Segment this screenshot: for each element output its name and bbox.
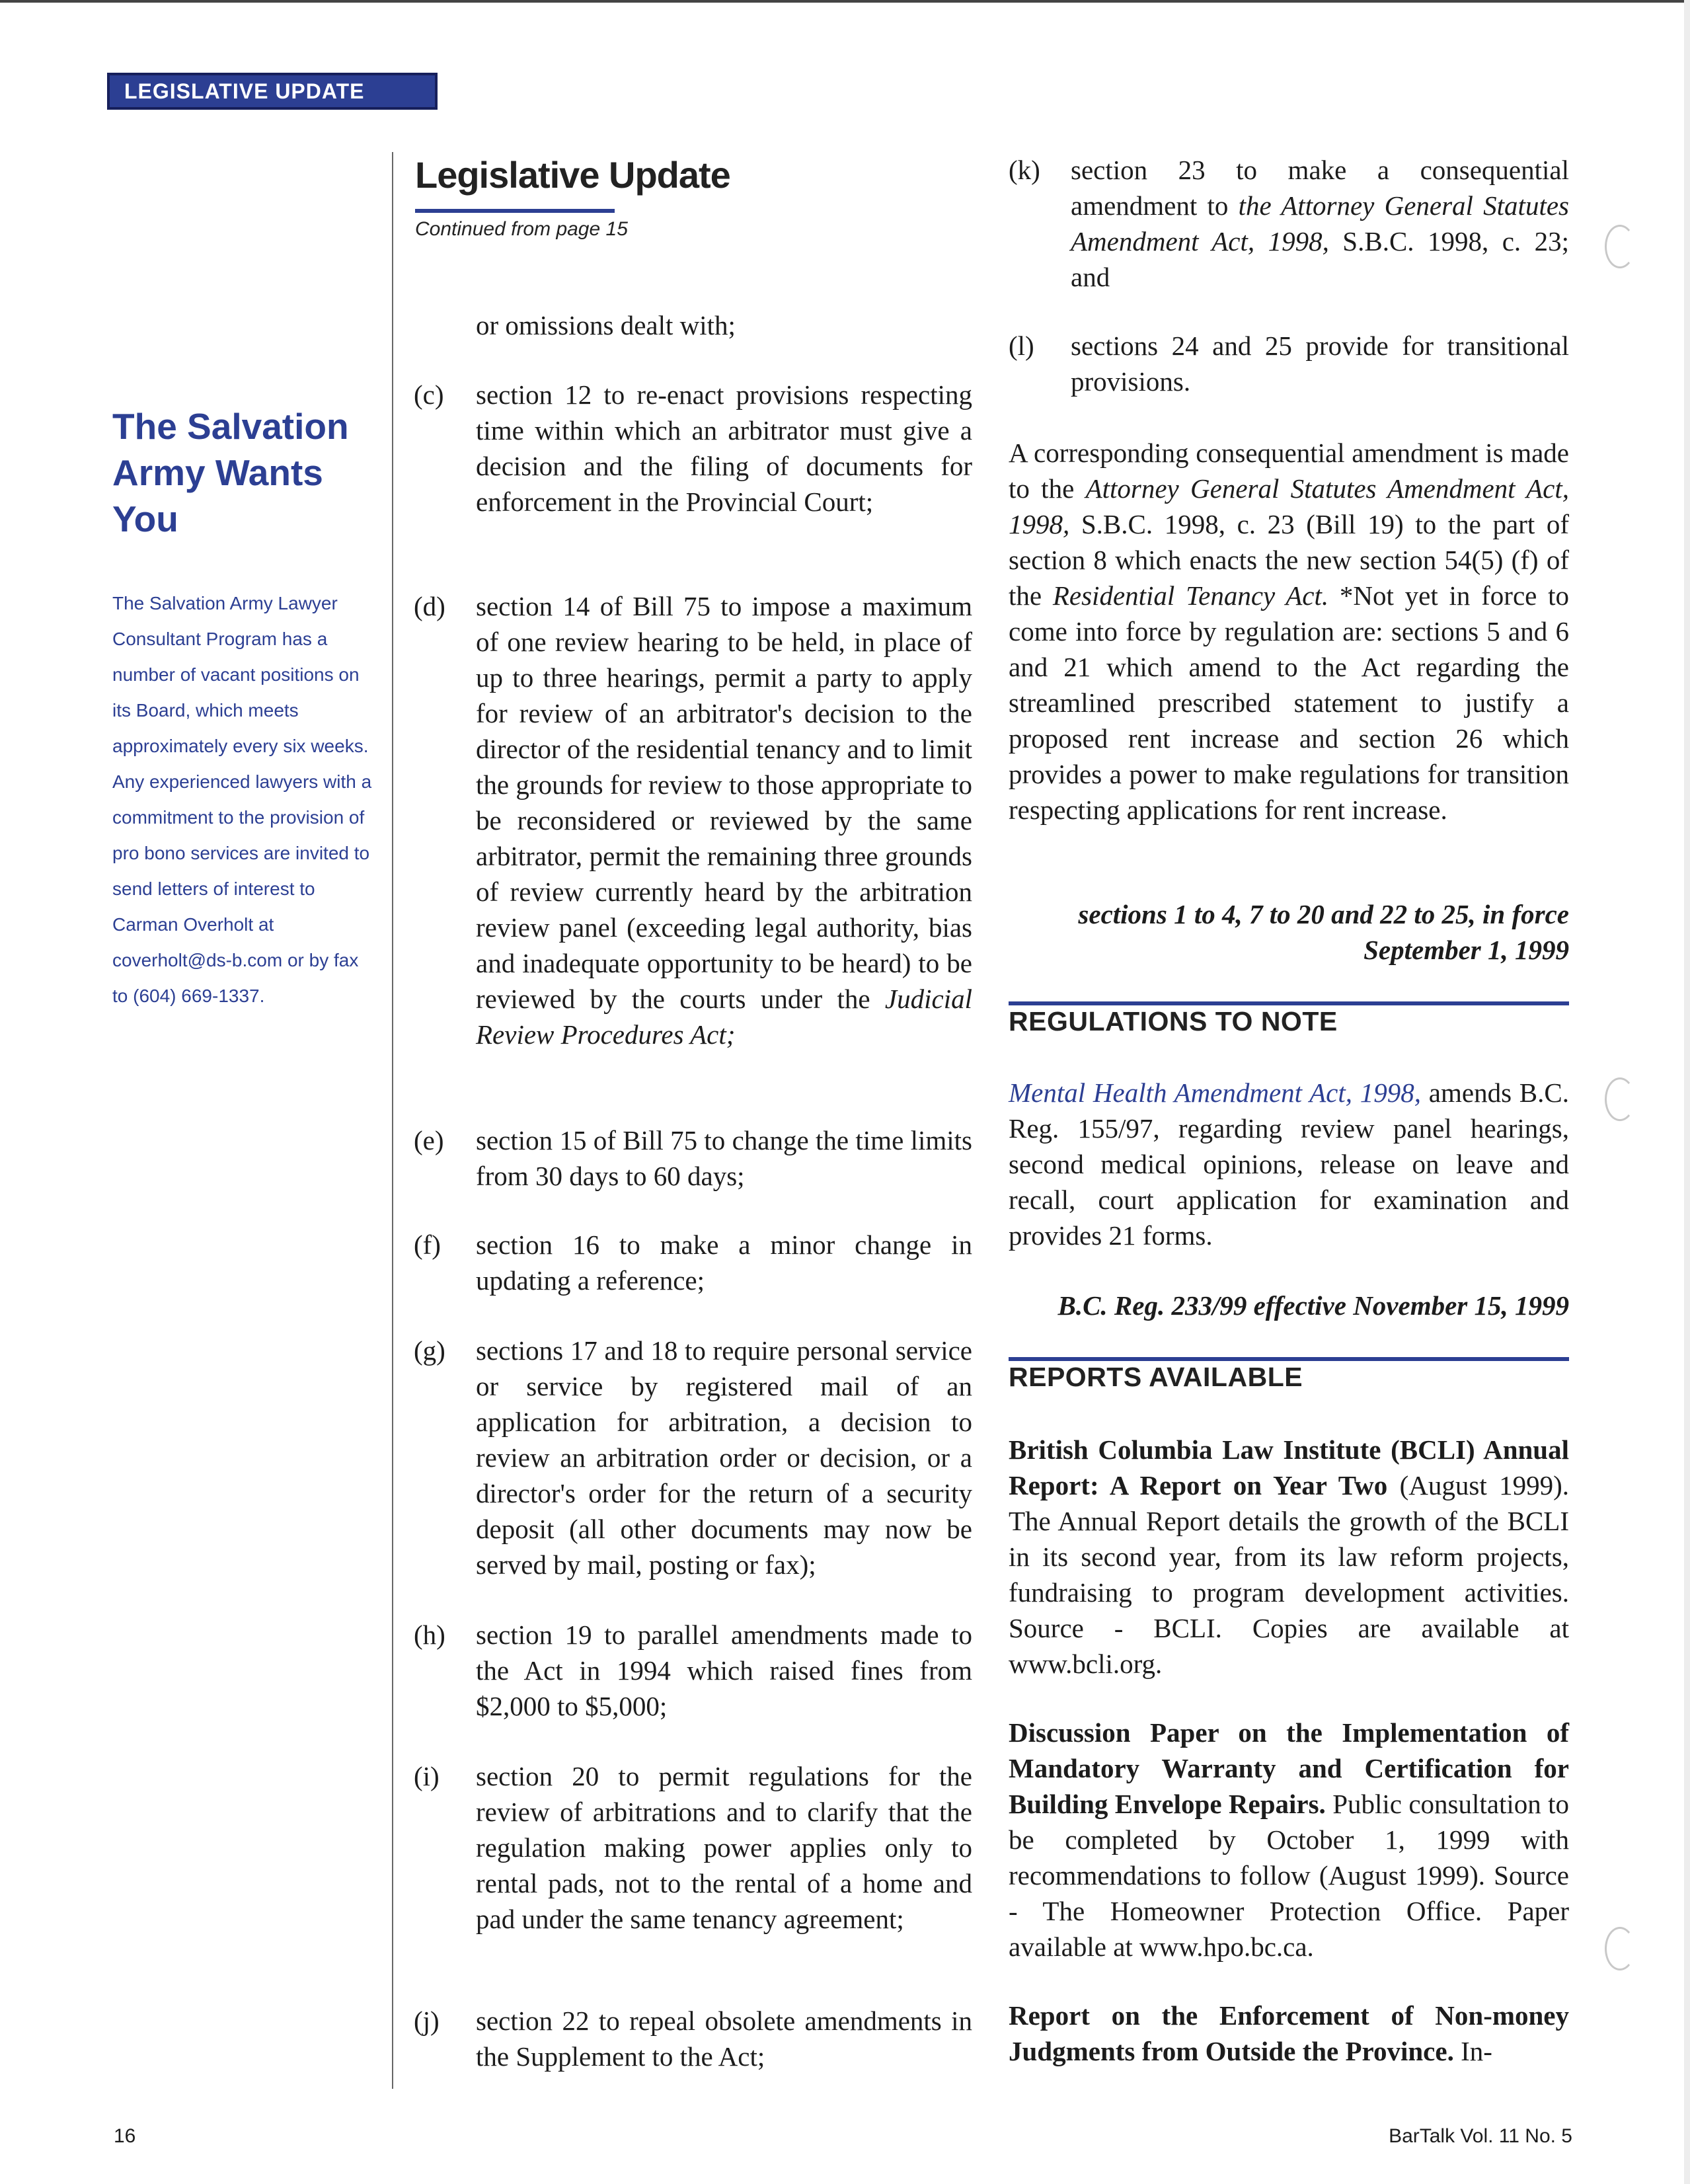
binder-hole bbox=[1605, 1077, 1635, 1121]
item-letter: (h) bbox=[414, 1619, 445, 1650]
act-name: Judicial Review Procedures Act; bbox=[476, 984, 972, 1050]
report-title: British Columbia Law Institute (BCLI) Annual Report: A Report on Year Two bbox=[1009, 1434, 1569, 1501]
in-force-line: sections 1 to 4, 7 to 20 and 22 to 25, in force bbox=[1078, 899, 1569, 929]
amendment-paragraph bbox=[1009, 435, 1569, 828]
regulation-effective: B.C. Reg. 233/99 effective November 15, 1999 bbox=[1057, 1290, 1569, 1321]
report-title: Report on the Enforcement of Non-money Judgments from Outside the Province. bbox=[1009, 2000, 1569, 2066]
report-entry bbox=[1009, 1432, 1569, 1682]
para-text: *Not yet in force to come into force by regulation are: sections 5 and 6 and 21 which amend to the Act regarding the streamlined prescribed statement to justify a proposed rent increase and section 26 which provides a power to make regulations for transition respecting applications for rent increase. bbox=[1009, 580, 1570, 825]
act-name: Residential Tenancy Act. bbox=[1052, 580, 1329, 611]
section-tag: LEGISLATIVE UPDATE bbox=[107, 73, 438, 110]
binder-hole bbox=[1605, 1927, 1635, 1970]
continued-note: Continued from page 15 bbox=[415, 218, 628, 240]
page-edge bbox=[1684, 0, 1690, 2184]
para-text: S.B.C. 1998, c. 23 (Bill 19) to the part of section 8 which enacts the new section 54(5) (f) of the bbox=[1009, 509, 1569, 611]
item-letter: (i) bbox=[414, 1761, 440, 1791]
section-rule bbox=[1009, 1001, 1569, 1005]
regulations-heading: REGULATIONS TO NOTE bbox=[1009, 1006, 1338, 1036]
report-entry bbox=[1009, 1715, 1569, 1965]
item-letter: (e) bbox=[414, 1125, 444, 1155]
report-text: (August 1999). The Annual Report details the growth of the BCLI in its second year, from its law reform projects, fundraising to program development activities. Source - BCLI. Copies are available at www.bcli.org. bbox=[1009, 1470, 1569, 1679]
report-text: Public consultation to be completed by October 1, 1999 with recommendations to follow (August 1999). Source - The Homeowner Protection Office. Paper available at www.hpo.bc.ca. bbox=[1009, 1789, 1570, 1962]
item-text bbox=[1071, 152, 1569, 295]
item-text: section 20 to permit regulations for the review of arbitrations and to clarify that the regulation making power applies only to rental pads, not to the rental of a home and pad under the same tenancy agreement; bbox=[476, 1761, 972, 1934]
item-letter: (c) bbox=[414, 379, 444, 410]
in-force-note bbox=[1009, 896, 1569, 968]
publication-info: BarTalk Vol. 11 No. 5 bbox=[1389, 2125, 1572, 2147]
item-text bbox=[476, 588, 972, 1052]
regulations-paragraph bbox=[1009, 1075, 1569, 1253]
item-text: section 15 of Bill 75 to change the time limits from 30 days to 60 days; bbox=[476, 1125, 972, 1191]
item-text-plain: S.B.C. 1998, c. 23; and bbox=[1071, 226, 1569, 292]
page-number: 16 bbox=[114, 2125, 136, 2147]
item-text: section 16 to make a minor change in updating a reference; bbox=[476, 1229, 972, 1296]
act-name: the Attorney General Statutes Amendment Act, 1998, bbox=[1071, 190, 1569, 256]
report-text: In- bbox=[1461, 2036, 1492, 2066]
item-text: section 12 to re-enact provisions respecting time within which an arbitrator must give a decision and the filing of documents for enforcement in the Provincial Court; bbox=[476, 379, 972, 517]
page-title: Legislative Update bbox=[415, 154, 730, 196]
item-text: section 19 to parallel amendments made to the Act in 1994 which raised fines from $2,000 to $5,000; bbox=[476, 1619, 972, 1721]
column-divider bbox=[392, 152, 393, 2089]
sidebar-heading: The Salvation Army Wants You bbox=[112, 406, 349, 539]
intro-text: or omissions dealt with; bbox=[476, 310, 736, 340]
section-rule bbox=[1009, 1357, 1569, 1361]
act-name: Attorney General Statutes Amendment Act, 1998, bbox=[1009, 473, 1570, 539]
title-underline bbox=[415, 209, 615, 213]
item-letter: (l) bbox=[1009, 331, 1034, 361]
item-text-plain: section 23 to make a consequential amendment to bbox=[1071, 155, 1569, 221]
item-text: sections 24 and 25 provide for transitional provisions. bbox=[1071, 331, 1569, 397]
item-text: section 22 to repeal obsolete amendments in the Supplement to the Act; bbox=[476, 2006, 972, 2072]
item-text: sections 17 and 18 to require personal service or service by registered mail of an application for arbitration, a decision to review an arbitration order or decision, or a director's order for the return of a security deposit (all other documents may now be served by mail, posting or fax); bbox=[476, 1335, 972, 1580]
top-border bbox=[0, 0, 1690, 3]
in-force-date: September 1, 1999 bbox=[1364, 935, 1569, 965]
item-letter: (k) bbox=[1009, 155, 1040, 185]
para-text: A corresponding consequential amendment is made to the bbox=[1009, 438, 1569, 504]
reports-heading: REPORTS AVAILABLE bbox=[1009, 1362, 1303, 1392]
report-title: Discussion Paper on the Implementation of Mandatory Warranty and Certification for Building Envelope Repairs. bbox=[1009, 1717, 1569, 1819]
act-link[interactable]: Mental Health Amendment Act, 1998, bbox=[1009, 1077, 1422, 1108]
sidebar-body: The Salvation Army Lawyer Consultant Program has a number of vacant positions on its Board, which meets approximately every six weeks. Any experienced lawyers with a commitment to the provision of pro bono services are invited to send letters of interest to Carman Overholt at coverholt@ds-b.com or by fax to (604) 669-1337. bbox=[112, 593, 372, 1006]
para-text: amends B.C. Reg. 155/97, regarding review panel hearings, second medical opinions, release on leave and recall, court application for examination and provides 21 forms. bbox=[1009, 1077, 1570, 1251]
item-letter: (j) bbox=[414, 2006, 440, 2036]
binder-hole bbox=[1605, 225, 1635, 268]
item-text-plain: section 14 of Bill 75 to impose a maximum of one review hearing to be held, in place of up to three hearings, permit a party to apply for review of an arbitrator's decision to the director of the residential tenancy and to limit the grounds for review to those appropriate to be reconsidered or reviewed by the same arbitrator, permit the remaining three grounds of review currently heard by the arbitration review panel (exceeding legal authority, bias and inadequate opportunity to be heard) to be reviewed by the courts under the bbox=[476, 591, 972, 1014]
report-entry bbox=[1009, 1998, 1569, 2069]
item-letter: (d) bbox=[414, 591, 445, 621]
item-letter: (g) bbox=[414, 1335, 445, 1366]
item-letter: (f) bbox=[414, 1229, 441, 1260]
